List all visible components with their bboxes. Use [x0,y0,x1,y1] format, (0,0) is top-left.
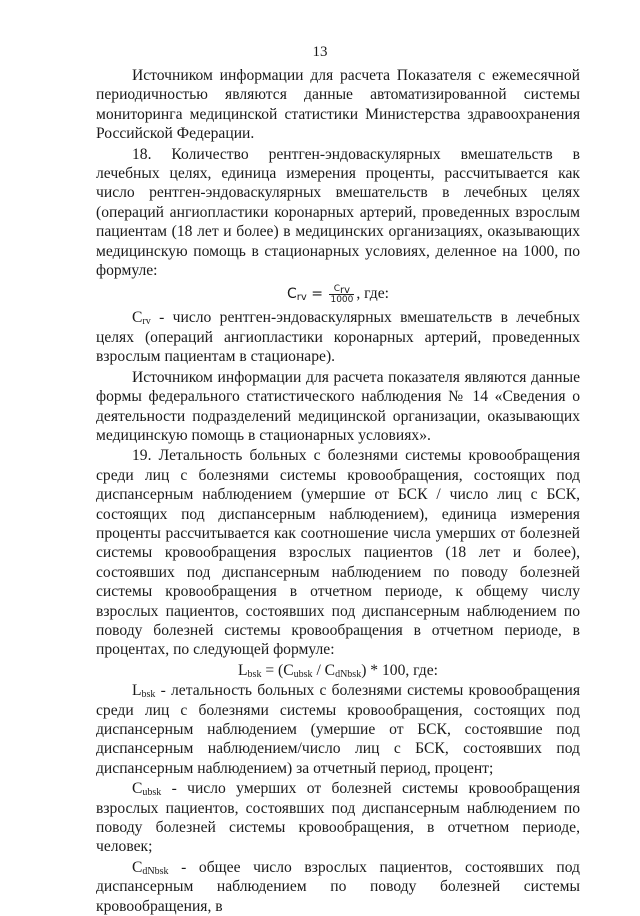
lbsk-variable: $L_{bsk}$ [132,682,156,701]
paragraph-cdnbsk-definition: $C_{dNbsk}$ - общее число взрослых пациентов, состоявших под диспансерным наблюдением по поводу болезней системы кровообращения, в [96,858,580,915]
paragraph-source-info-2: Источником информации для расчета показателя являются данные формы федерального статистического наблюдения № 14 «Сведения о деятельности подразделений медицинской организации, оказывающих медицинскую помощь в стационарных условиях». [96,368,580,444]
cubsk-variable: $C_{ubsk}$ [132,780,162,799]
paragraph-source-info-1: Источником информации для расчета Показателя с ежемесячной периодичностью являются данные автоматизированной системы мониторинга медицинской статистики Министерства здравоохранения Российской Федерации. [96,67,580,143]
paragraph-item-19: 19. Летальность больных с болезнями системы кровообращения среди лиц с болезнями системы кровообращения, состоящих под диспансерным наблюдением (умершие от БСК / число лиц с БСК, состоящих под диспансерным наблюдением), единица измерения проценты рассчитывается как соотношение числа умерших от болезней системы кровообращения взрослых пациентов (18 лет и более), состоявших под диспансерным наблюдением по поводу болезней системы кровообращения в отчетном периоде, к общему числу взрослых пациентов, состоявших под диспансерным наблюдением по поводу болезней системы кровообращения в отчетном периоде, в процентах, по следующей формуле: [96,447,580,659]
cdnbsk-variable: $C_{dNbsk}$ [132,858,169,877]
paragraph-cubsk-definition: $C_{ubsk}$ - число умерших от болезней системы кровообращения взрослых пациентов, состоявших под диспансерным наблюдением по поводу болезней системы кровообращения, в отчетном периоде, человек; [96,780,580,856]
formula-crv-lhs: $C_{rv}$ [287,286,307,304]
formula-crv-denominator: 1000 [330,295,354,306]
document-body [96,66,580,916]
formula-lbsk: $L_{bsk} = (C_{ubsk} / C_{dNbsk}) * 100$, где: [238,661,438,680]
formula-crv-fraction [329,284,354,305]
paragraph-lbsk-definition: $L_{bsk}$ - летальность больных с болезнями системы кровообращения среди лиц с болезнями системы кровообращения, состоящих под диспансерным наблюдением (умершие от БСК, состоявшие под диспансерным наблюдением/число лиц с БСК, состоявших под диспансерным наблюдением) за отчетный период, процент; [96,682,580,777]
formula-crv-suffix: , где: [356,285,389,303]
formula-crv-numerator: $C_{rv}$ [329,284,354,295]
page-number: 13 [312,44,328,60]
paragraph-crv-definition: $C_{rv}$ - число рентген-эндоваскулярных вмешательств в лечебных целях (операций ангиопластики коронарных артерий, проведенных взрослым пациентам в стационаре). [96,309,580,366]
crv-variable: $C_{rv}$ [132,309,151,328]
formula-crv [96,281,580,307]
formula-crv-eq: = [306,286,328,303]
paragraph-item-18: 18. Количество рентген-эндоваскулярных вмешательств в лечебных целях, единица измерения проценты, рассчитывается как число рентген-эндоваскулярных вмешательств в лечебных целях (операций ангиопластики коронарных артерий, проведенных взрослым пациентам (18 лет и более) в медицинских организациях, оказывающих медицинскую помощь в стационарных условиях, деленное на 1000, по формуле: [96,145,580,280]
